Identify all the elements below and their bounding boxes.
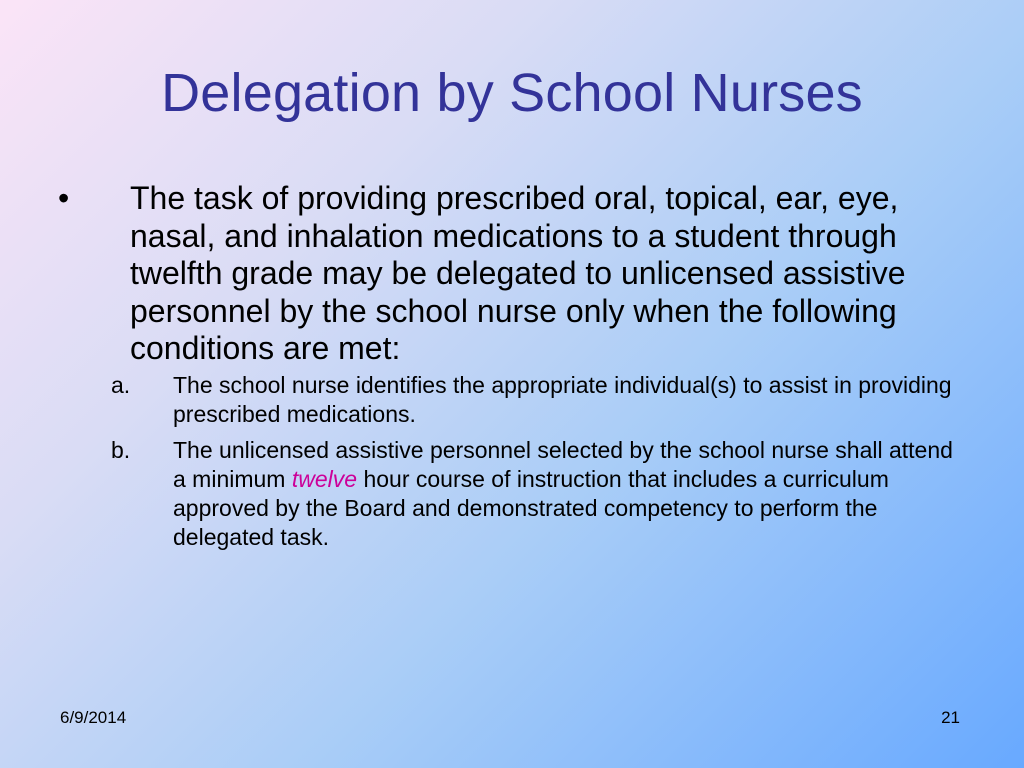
sub-item-b — [111, 436, 978, 552]
sub-item-a — [111, 371, 978, 429]
sub-list — [111, 371, 978, 552]
sub-item-text-after: hour course of instruction that includes a curriculum approved by the Board and demonstrated competency to perform the delegated task. — [173, 465, 889, 550]
footer-date: 6/9/2014 — [60, 708, 127, 727]
sub-item-text: The school nurse identifies the appropriate individual(s) to assist in providing prescribed medications. — [173, 371, 952, 427]
bullet-text: The task of providing prescribed oral, topical, ear, eye, nasal, and inhalation medications to a student through twelfth grade may be delegated to unlicensed assistive personnel by the school nurse only when the following conditions are met: — [130, 180, 906, 366]
emphasis-word: twelve — [291, 465, 358, 492]
sub-item-text-before: The unlicensed assistive personnel selected by the school nurse shall attend a minimum — [173, 436, 953, 492]
footer-page-number: 21 — [941, 708, 960, 727]
slide-content — [58, 180, 978, 559]
sub-item-text — [173, 436, 953, 552]
sub-item-marker: b. — [111, 436, 131, 463]
sub-item-marker: a. — [111, 371, 131, 398]
bullet-item — [58, 180, 978, 368]
slide-title: Delegation by School Nurses — [161, 63, 863, 123]
bullet-icon: • — [58, 180, 70, 216]
